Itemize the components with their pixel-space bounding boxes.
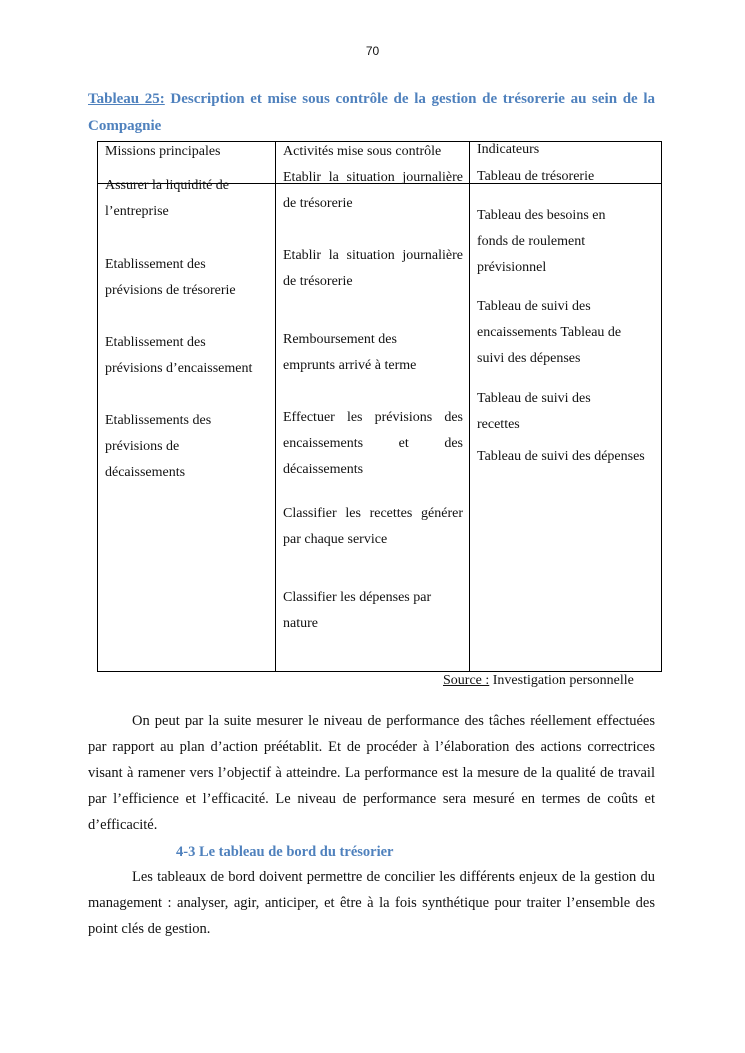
cell-line: Etablissement des [105,335,206,350]
table-cell-col1-0 [105,173,270,225]
column-divider [469,142,470,671]
paragraph-performance: On peut par la suite mesurer le niveau de performance des tâches réellement effectuées par rapport au plan d’action préétablit. Et de procéder à l’élaboration des actions correctrices visant à ramener vers l’objectif à atteindre. La performance est la mesure de la qualité de travail par l’efficience et l’efficacité. Le niveau de performance sera mesuré en termes de coûts et d’efficacité. [88,713,655,833]
cell-line: Classifier les recettes générer [283,506,463,521]
cell-line: prévisions de [105,439,180,454]
cell-line: Tableau de suivi des [477,391,591,406]
header-activites: Activités mise sous contrôle [283,144,442,159]
caption-text: Description et mise sous contrôle de la gestion de trésorerie au sein de la Compagnie [88,91,655,134]
header-missions: Missions principales [105,144,221,159]
table-cell-col2-2 [283,327,463,379]
table-25 [97,141,662,672]
cell-line: décaissements [105,465,186,480]
cell-line: encaissements et des [283,436,463,451]
table-cell-col3-0 [477,164,657,190]
table-cell-col3-4 [477,444,657,470]
column-divider [275,142,276,671]
cell-line: emprunts arrivé à terme [283,358,417,373]
cell-line: Remboursement des [283,332,397,347]
source-note [443,672,634,690]
cell-line: Etablir la situation journalière [283,170,463,185]
cell-line: de trésorerie [283,274,353,289]
cell-line: Etablissement des [105,257,206,272]
table-cell-col3-2 [477,294,657,372]
header-indicateurs: Indicateurs [477,142,540,157]
cell-line: Tableau de trésorerie [477,169,595,184]
cell-line: par chaque service [283,532,388,547]
cell-line: nature [283,616,318,631]
table-cell-col3-1 [477,203,657,281]
table-caption [88,86,655,140]
page-number: 70 [365,44,380,58]
cell-line: prévisions de trésorerie [105,283,236,298]
table-cell-col1-1 [105,252,270,304]
caption-label: Tableau 25: [88,91,165,107]
table-cell-col2-5 [283,585,463,637]
cell-line: Effectuer les prévisions des [283,410,463,425]
table-cell-col2-1 [283,243,463,295]
cell-line: suivi des dépenses [477,351,581,366]
source-label: Source : [443,673,490,688]
cell-line: encaissements Tableau de [477,325,622,340]
table-cell-col3-3 [477,386,657,438]
cell-line: recettes [477,417,520,432]
cell-line: Classifier les dépenses par [283,590,432,605]
cell-line: Assurer la liquidité de [105,178,230,193]
cell-line: de trésorerie [283,196,353,211]
cell-line: fonds de roulement [477,234,586,249]
table-cell-col2-3 [283,405,463,483]
table-cell-col1-3 [105,408,270,486]
table-cell-col2-0 [283,165,463,217]
cell-line: Etablissements des [105,413,212,428]
cell-line: Etablir la situation journalière [283,248,463,263]
paragraph-tableaux-de-bord: Les tableaux de bord doivent permettre de concilier les différents enjeux de la gestion du management : analyser, agir, anticiper, et être à la fois synthétique pour traiter l’ensemble des point clés de gestion. [88,869,655,937]
table-cell-col2-4 [283,501,463,553]
cell-line: prévisionnel [477,260,547,275]
cell-line: Tableau de suivi des [477,299,591,314]
cell-line: décaissements [283,462,364,477]
cell-line: l’entreprise [105,204,169,219]
source-text: Investigation personnelle [489,673,634,688]
section-heading-4-3: 4-3 Le tableau de bord du trésorier [176,844,394,860]
table-cell-col1-2 [105,330,270,382]
cell-line: prévisions d’encaissement [105,361,253,376]
cell-line: Tableau des besoins en [477,208,606,223]
cell-line: Tableau de suivi des dépenses [477,449,645,464]
